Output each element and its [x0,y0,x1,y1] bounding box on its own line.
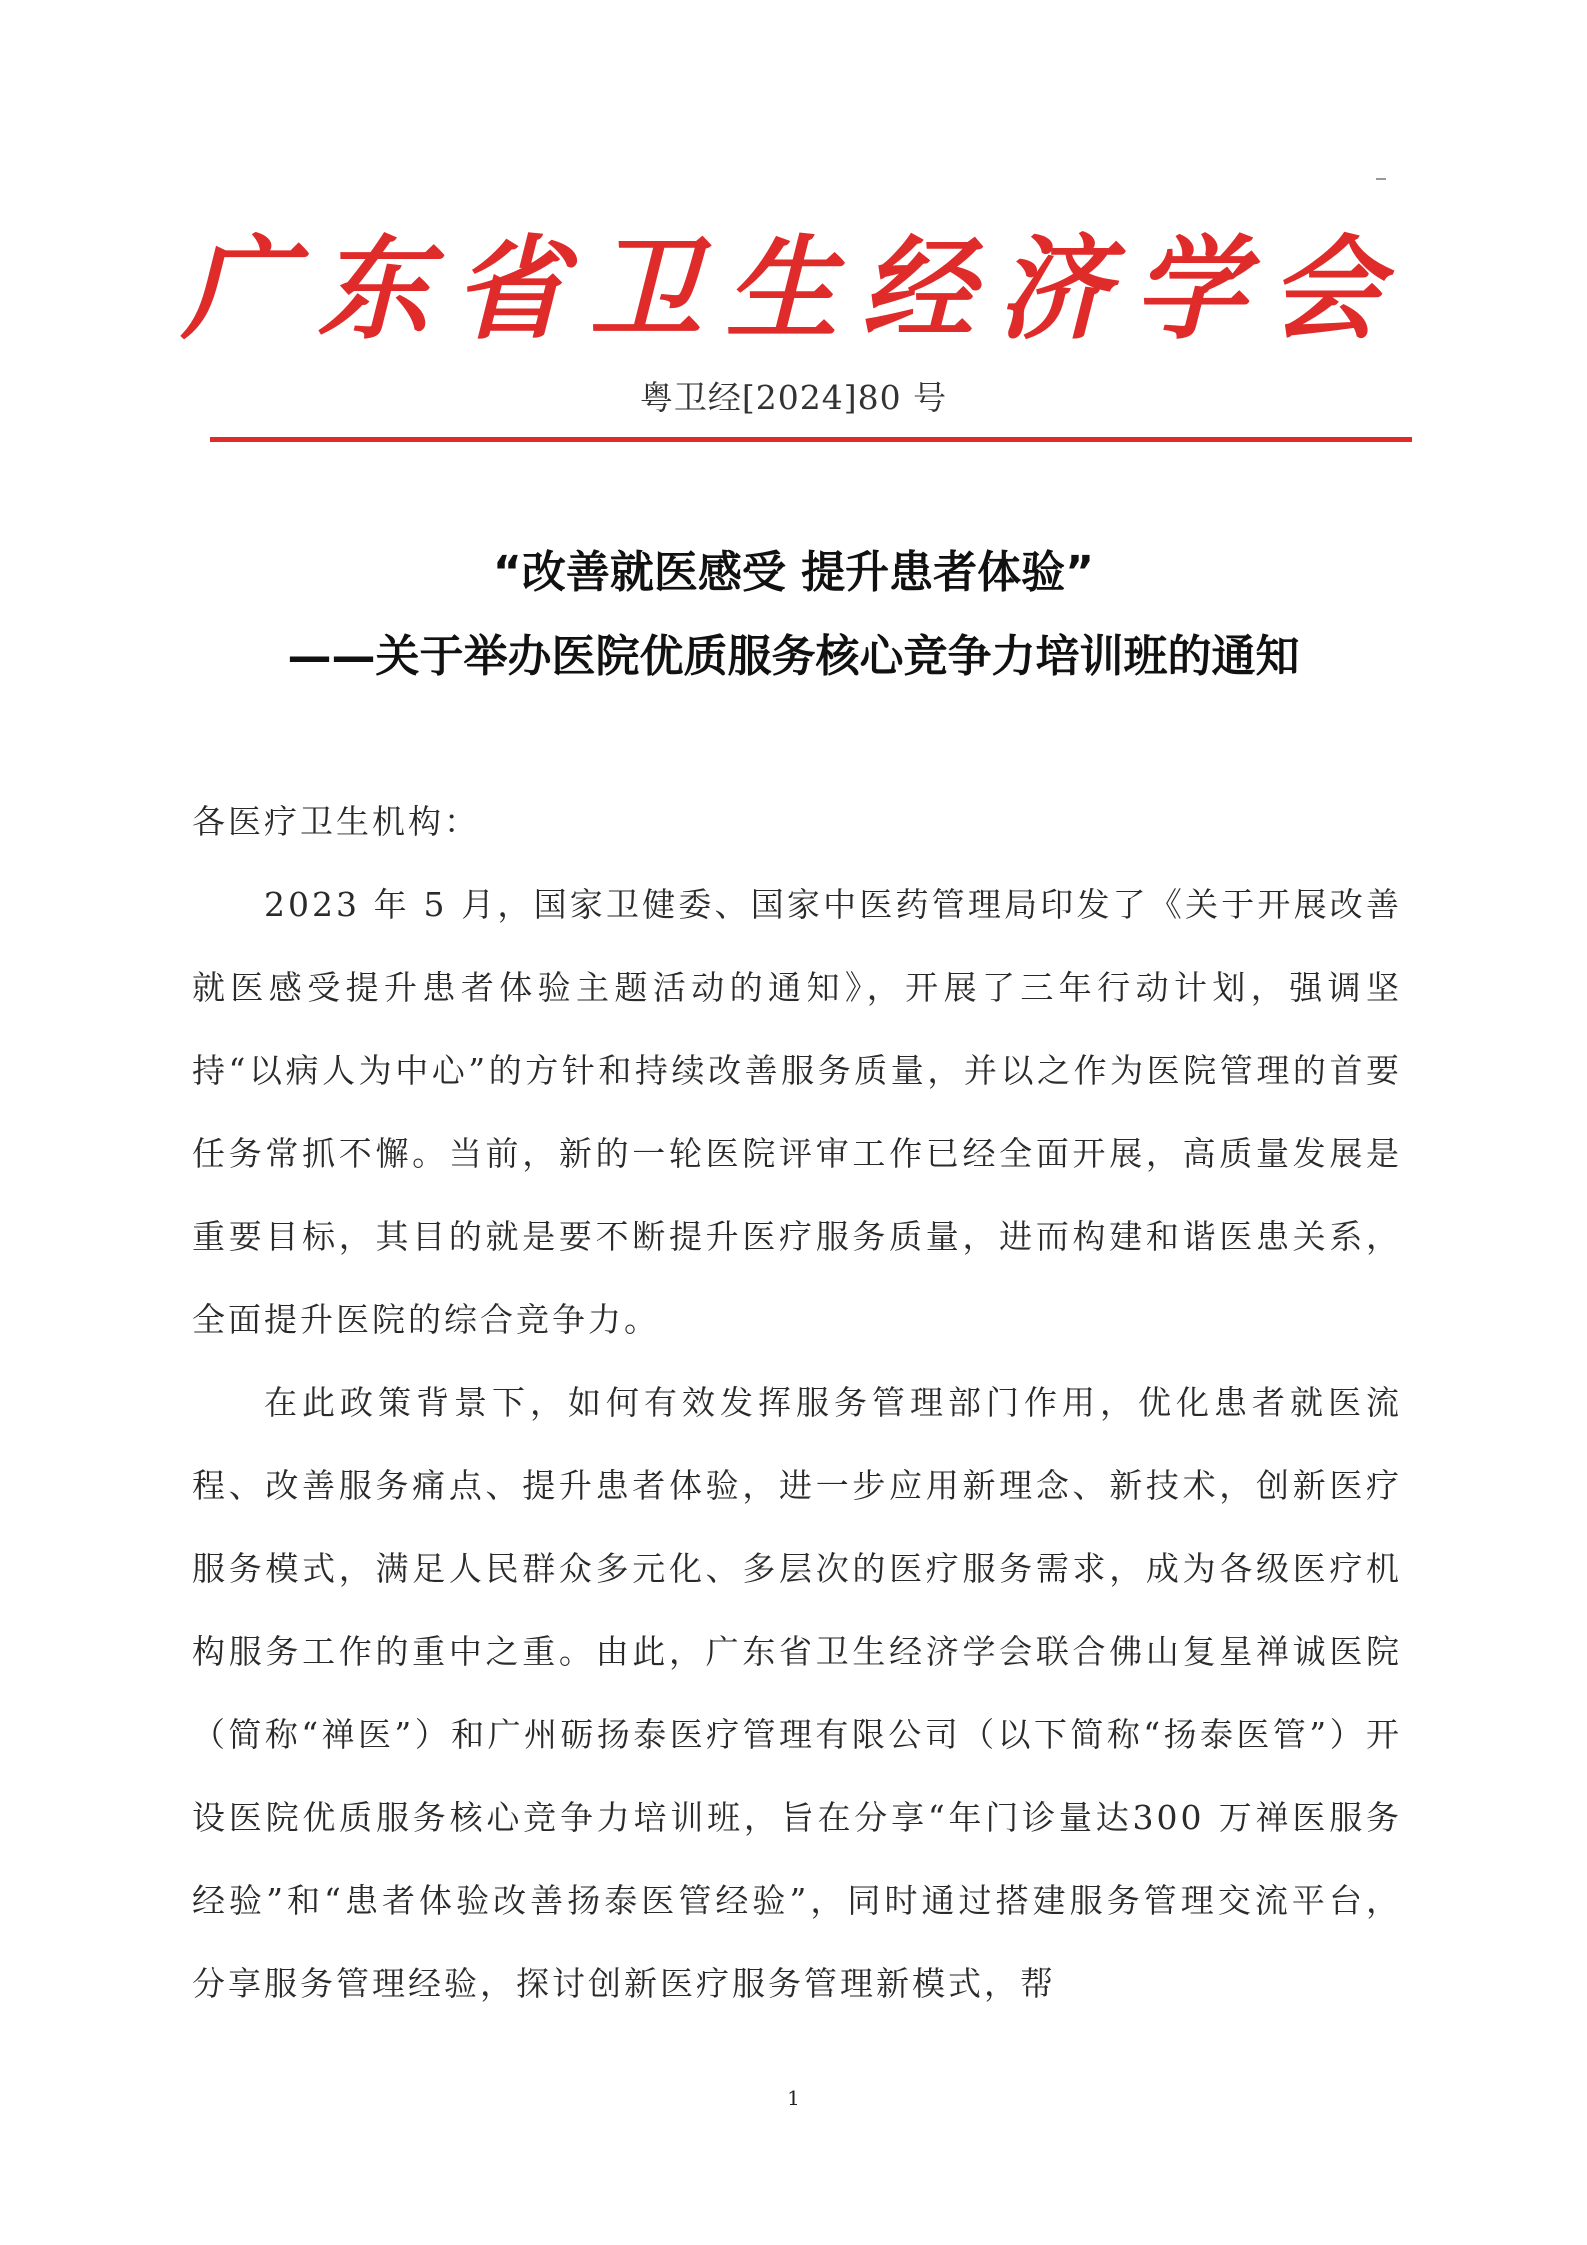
page-number: 1 [787,2086,800,2110]
scan-mark [1376,178,1386,180]
organization-letterhead: 广东省卫生经济学会 [181,224,1406,355]
title-line-1: “改善就医感受 提升患者体验” [492,547,1095,598]
title-line-2: ——关于举办医院优质服务核心竞争力培训班的通知 [287,631,1300,682]
paragraph: 2023 年 5 月，国家卫健委、国家中医药管理局印发了《关于开展改善就医感受提升患者体验主题活动的通知》，开展了三年行动计划，强调坚持“以病人为中心”的方针和持续改善服务质量，并以之作为医院管理的首要任务常抓不懈。当前，新的一轮医院评审工作已经全面开展，高质量发展是重要目标，其目的就是要不断提升医疗服务质量，进而构建和谐医患关系，全面提升医院的综合竞争力。 [192,885,1402,1339]
paragraph: 在此政策背景下，如何有效发挥服务管理部门作用，优化患者就医流程、改善服务痛点、提升患者体验，进一步应用新理念、新技术，创新医疗服务模式，满足人民群众多元化、多层次的医疗服务需求，成为各级医疗机构服务工作的重中之重。由此，广东省卫生经济学会联合佛山复星禅诚医院（简称“禅医”）和广州砺扬泰医疗管理有限公司（以下简称“扬泰医管”）开设医院优质服务核心竞争力培训班，旨在分享“年门诊量达300 万禅医服务经验”和“患者体验改善扬泰医管经验”，同时通过搭建服务管理交流平台，分享服务管理经验，探讨创新医疗服务管理新模式，帮 [192,1383,1402,2003]
salutation: 各医疗卫生机构： [192,802,480,841]
document-number: 粤卫经[2024]80 号 [639,378,948,417]
document-body [192,780,1402,2025]
letterhead-divider [210,437,1412,442]
